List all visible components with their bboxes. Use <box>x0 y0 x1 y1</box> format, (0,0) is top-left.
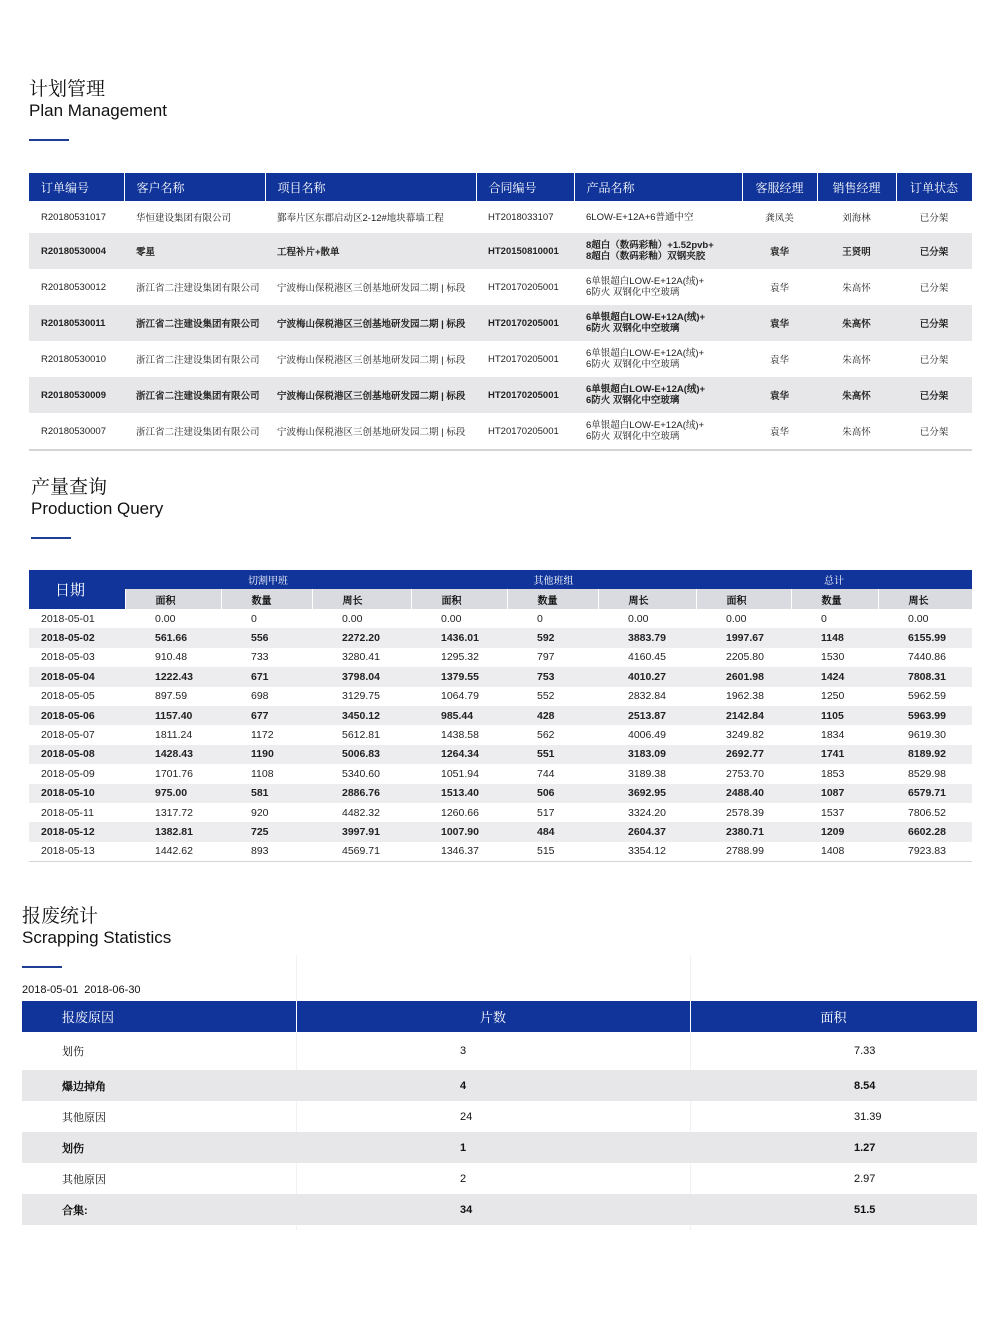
plan-row[interactable] <box>29 201 972 233</box>
scrap-title-en: Scrapping Statistics <box>22 928 172 947</box>
production-cell-cut-area: 1157.40 <box>125 706 221 725</box>
scrap-row[interactable] <box>22 1163 977 1194</box>
production-cell-other-perimeter: 4160.45 <box>628 651 666 664</box>
plan-header-contract[interactable]: 合同编号 <box>476 173 574 201</box>
production-cell-total-qty: 1530 <box>821 651 845 664</box>
scrap-total-row[interactable] <box>22 1194 977 1225</box>
production-cell-date: 2018-05-03 <box>41 651 95 664</box>
production-cell-total-area: 1997.67 <box>696 628 791 647</box>
production-cell-cut-area: 1811.24 <box>155 729 193 742</box>
production-cell-cut-perimeter: 5340.60 <box>342 767 380 780</box>
production-row[interactable] <box>29 628 972 647</box>
production-cell-cut-qty: 581 <box>221 784 312 803</box>
scrap-row[interactable] <box>22 1032 977 1070</box>
production-cell-cut-perimeter: 4482.32 <box>342 806 380 819</box>
scrap-cell-pieces: 34 <box>296 1194 690 1225</box>
product-name-line: 6单银超白LOW-E+12A(绒)+ <box>586 276 705 287</box>
production-cell-cut-area: 561.66 <box>125 628 221 647</box>
production-cell-other-qty: 744 <box>537 767 555 780</box>
production-cell-cut-qty: 556 <box>221 628 312 647</box>
plan-row[interactable] <box>29 269 972 305</box>
customer-name: 零星 <box>124 233 265 269</box>
production-cell-total-area: 2753.70 <box>726 767 764 780</box>
project-name: 宁波梅山保税港区三创基地研发园二期 | 标段 <box>265 377 476 413</box>
production-cell-cut-perimeter: 4569.71 <box>312 842 411 862</box>
plan-header-project[interactable]: 项目名称 <box>265 173 476 201</box>
production-cell-total-perimeter: 7440.86 <box>908 651 946 664</box>
production-cell-other-perimeter: 3189.38 <box>628 767 666 780</box>
production-cell-total-qty: 1408 <box>791 842 878 862</box>
contract-number: HT20170205001 <box>476 305 574 341</box>
production-cell-total-area: 2578.39 <box>726 806 764 819</box>
project-name: 宁波梅山保税港区三创基地研发园二期 | 标段 <box>265 413 476 450</box>
contract-number: HT2018033107 <box>488 211 554 223</box>
scrap-header-row <box>22 1001 977 1032</box>
production-cell-other-perimeter: 0.00 <box>628 612 649 625</box>
production-cell-total-qty: 1424 <box>791 667 878 686</box>
scrap-row[interactable] <box>22 1101 977 1132</box>
production-cell-date: 2018-05-11 <box>41 806 94 819</box>
production-table <box>29 570 972 862</box>
customer-name: 浙江省二注建设集团有限公司 <box>124 305 265 341</box>
production-cell-cut-qty: 893 <box>221 842 312 862</box>
contract-number: HT20170205001 <box>476 413 574 450</box>
service-manager: 袁华 <box>742 233 817 269</box>
production-sub-perimeter[interactable]: 周长 <box>878 589 972 609</box>
production-cell-total-perimeter: 6579.71 <box>878 784 972 803</box>
project-name: 工程补片+散单 <box>265 233 476 269</box>
production-cell-cut-area: 1701.76 <box>155 767 193 780</box>
production-cell-other-perimeter: 2604.37 <box>598 822 696 841</box>
product-name-line: 6单银超白LOW-E+12A(绒)+ <box>586 312 706 323</box>
production-group-cutting-a: 切割甲班 <box>125 570 411 589</box>
production-row[interactable] <box>29 687 972 706</box>
service-manager: 袁华 <box>769 355 789 366</box>
order-status: 已分架 <box>896 377 972 413</box>
production-cell-cut-perimeter: 0.00 <box>342 612 363 625</box>
production-cell-cut-qty: 671 <box>221 667 312 686</box>
production-cell-other-area: 1051.94 <box>441 767 479 780</box>
production-cell-total-perimeter: 5962.59 <box>908 690 946 703</box>
production-cell-other-area: 1007.90 <box>411 822 507 841</box>
production-cell-other-perimeter: 3354.12 <box>598 842 696 862</box>
production-cell-cut-area: 1382.81 <box>125 822 221 841</box>
scrap-cell-pieces: 4 <box>296 1070 690 1101</box>
production-cell-total-area: 1962.38 <box>726 690 764 703</box>
production-title-en: Production Query <box>31 499 164 518</box>
plan-header-status[interactable]: 订单状态 <box>896 173 972 201</box>
production-cell-date: 2018-05-08 <box>29 745 125 764</box>
production-cell-total-qty: 1834 <box>821 729 845 742</box>
plan-title-cn: 计划管理 <box>29 79 106 100</box>
order-status: 已分架 <box>919 213 949 224</box>
order-number: R20180530004 <box>29 233 124 269</box>
scrap-cell-reason: 划伤 <box>22 1132 296 1163</box>
order-number: R20180530012 <box>41 281 106 293</box>
production-cell-total-perimeter: 6155.99 <box>878 628 972 647</box>
production-cell-other-qty: 428 <box>507 706 598 725</box>
plan-header-product[interactable]: 产品名称 <box>574 173 742 201</box>
production-cell-date: 2018-05-04 <box>29 667 125 686</box>
production-cell-other-perimeter: 3883.79 <box>598 628 696 647</box>
plan-header-sales[interactable]: 销售经理 <box>817 173 896 201</box>
production-cell-total-qty: 1853 <box>821 767 845 780</box>
production-cell-other-area: 1264.34 <box>411 745 507 764</box>
production-cell-cut-perimeter: 3798.04 <box>312 667 411 686</box>
production-cell-other-qty: 552 <box>537 690 555 703</box>
production-cell-cut-area: 975.00 <box>125 784 221 803</box>
customer-name: 浙江省二注建设集团有限公司 <box>136 283 260 294</box>
production-cell-other-area: 1260.66 <box>441 806 479 819</box>
production-sub-qty[interactable]: 数量 <box>507 589 598 609</box>
production-cell-date: 2018-05-02 <box>29 628 125 647</box>
production-cell-other-qty: 551 <box>507 745 598 764</box>
production-cell-total-perimeter: 7806.52 <box>908 806 946 819</box>
plan-header-order[interactable]: 订单编号 <box>29 173 124 201</box>
service-manager: 袁华 <box>742 413 817 450</box>
production-cell-total-area: 2788.99 <box>696 842 791 862</box>
customer-name: 浙江省二注建设集团有限公司 <box>124 377 265 413</box>
product-name <box>574 305 742 341</box>
production-cell-total-area: 3249.82 <box>726 729 764 742</box>
scrap-cell-pieces: 24 <box>460 1110 473 1123</box>
production-cell-total-qty: 1537 <box>821 806 845 819</box>
scrap-header-pieces[interactable]: 片数 <box>296 1001 690 1032</box>
order-number: R20180530010 <box>41 353 106 365</box>
production-sub-qty[interactable]: 数量 <box>221 589 312 609</box>
production-group-row <box>29 570 972 589</box>
scrap-header-reason[interactable]: 报废原因 <box>22 1001 296 1032</box>
project-name: 宁波梅山保税港区三创基地研发园二期 | 标段 <box>277 355 466 366</box>
product-name-line: 6防火 双钢化中空玻璃 <box>586 323 680 334</box>
production-cell-other-area: 0.00 <box>441 612 462 625</box>
scrap-header-area[interactable]: 面积 <box>690 1001 977 1032</box>
production-cell-cut-perimeter: 5006.83 <box>312 745 411 764</box>
production-cell-other-perimeter: 4006.49 <box>628 729 666 742</box>
production-cell-other-qty: 484 <box>507 822 598 841</box>
product-name <box>574 269 742 305</box>
contract-number: HT20170205001 <box>476 377 574 413</box>
product-name-line: 6防火 双钢化中空玻璃 <box>586 359 680 370</box>
scrap-date-to[interactable]: 2018-06-30 <box>84 984 141 996</box>
contract-number: HT20150810001 <box>476 233 574 269</box>
project-name: 宁波梅山保税港区三创基地研发园二期 | 标段 <box>277 283 466 294</box>
production-cell-other-area: 1438.58 <box>441 729 479 742</box>
production-cell-cut-area: 1428.43 <box>125 745 221 764</box>
production-cell-other-area: 1064.79 <box>441 690 479 703</box>
production-cell-date: 2018-05-07 <box>41 729 95 742</box>
production-cell-other-area: 1295.32 <box>441 651 479 664</box>
order-status: 已分架 <box>919 355 949 366</box>
production-cell-cut-qty: 733 <box>251 651 269 664</box>
product-name-line: 6单银超白LOW-E+12A(绒)+ <box>586 384 706 395</box>
scrap-cell-pieces: 1 <box>296 1132 690 1163</box>
production-cell-other-qty: 797 <box>537 651 555 664</box>
plan-row[interactable] <box>29 305 972 341</box>
production-cell-cut-qty: 1108 <box>251 767 274 780</box>
sales-manager: 朱高怀 <box>817 377 896 413</box>
production-cell-total-qty: 1148 <box>791 628 878 647</box>
production-cell-other-perimeter: 4010.27 <box>598 667 696 686</box>
production-cell-total-area: 2601.98 <box>696 667 791 686</box>
scrap-table <box>22 1001 978 1225</box>
production-sub-area[interactable]: 面积 <box>125 589 221 609</box>
production-cell-cut-perimeter: 2886.76 <box>312 784 411 803</box>
product-name <box>574 341 742 377</box>
project-name: 宁波梅山保税港区三创基地研发园二期 | 标段 <box>265 305 476 341</box>
production-cell-other-perimeter: 3183.09 <box>598 745 696 764</box>
scrap-row[interactable] <box>22 1132 977 1163</box>
product-name-line: 6防火 双钢化中空玻璃 <box>586 431 680 442</box>
scrap-section-title <box>22 906 171 968</box>
production-cell-other-perimeter: 3324.20 <box>628 806 666 819</box>
customer-name: 华恒建设集团有限公司 <box>136 213 232 224</box>
service-manager: 龚凤美 <box>765 213 794 224</box>
production-subheader-row <box>29 589 972 609</box>
scrap-cell-area: 7.33 <box>854 1045 876 1057</box>
production-sub-perimeter[interactable]: 周长 <box>312 589 411 609</box>
order-status: 已分架 <box>896 305 972 341</box>
production-cell-date: 2018-05-13 <box>29 842 125 862</box>
plan-header-customer[interactable]: 客户名称 <box>124 173 265 201</box>
service-manager: 袁华 <box>742 377 817 413</box>
scrap-date-from[interactable]: 2018-05-01 <box>22 984 79 996</box>
production-sub-perimeter[interactable]: 周长 <box>598 589 696 609</box>
production-cell-total-area: 2488.40 <box>696 784 791 803</box>
production-cell-other-area: 1436.01 <box>411 628 507 647</box>
order-status: 已分架 <box>896 413 972 450</box>
sales-manager: 朱高怀 <box>842 355 871 366</box>
product-name <box>574 413 742 450</box>
production-cell-cut-qty: 920 <box>251 806 269 819</box>
scrap-cell-reason: 其他原因 <box>62 1173 106 1186</box>
order-number: R20180530011 <box>29 305 124 341</box>
sales-manager: 朱高怀 <box>817 413 896 450</box>
scrap-cell-area: 31.39 <box>854 1110 882 1123</box>
production-row[interactable] <box>29 648 972 667</box>
production-cell-total-perimeter: 8529.98 <box>908 767 946 780</box>
production-cell-total-qty: 1250 <box>821 690 845 703</box>
order-number: R20180530009 <box>29 377 124 413</box>
scrap-cell-reason: 合集: <box>22 1194 296 1225</box>
scrap-cell-pieces: 3 <box>460 1045 467 1057</box>
production-cell-cut-perimeter: 3450.12 <box>312 706 411 725</box>
order-number: R20180531017 <box>41 211 106 223</box>
production-cell-other-perimeter: 2513.87 <box>598 706 696 725</box>
production-cell-total-perimeter: 9619.30 <box>908 729 946 742</box>
production-row[interactable] <box>29 745 972 764</box>
product-name-line: 6LOW-E+12A+6普通中空 <box>586 211 694 223</box>
plan-row[interactable] <box>29 233 972 269</box>
customer-name: 浙江省二注建设集团有限公司 <box>136 355 260 366</box>
production-cell-other-area: 1346.37 <box>411 842 507 862</box>
sales-manager: 刘海林 <box>842 213 871 224</box>
production-row[interactable] <box>29 609 972 628</box>
production-cell-cut-qty: 698 <box>251 690 269 703</box>
scrap-cell-area: 2.97 <box>854 1172 876 1185</box>
production-cell-other-area: 1379.55 <box>411 667 507 686</box>
product-name <box>574 201 742 233</box>
production-cell-cut-area: 0.00 <box>155 612 176 625</box>
production-row[interactable] <box>29 706 972 725</box>
production-cell-cut-area: 910.48 <box>155 651 188 664</box>
production-cell-total-qty: 1105 <box>791 706 878 725</box>
production-cell-cut-qty: 677 <box>221 706 312 725</box>
production-cell-total-area: 2380.71 <box>696 822 791 841</box>
production-cell-other-area: 985.44 <box>411 706 507 725</box>
product-name <box>574 377 742 413</box>
production-cell-other-perimeter: 2832.84 <box>628 690 666 703</box>
production-cell-cut-perimeter: 5612.81 <box>342 729 380 742</box>
scrap-row[interactable] <box>22 1070 977 1101</box>
production-row[interactable] <box>29 803 972 822</box>
production-cell-cut-qty: 725 <box>221 822 312 841</box>
production-cell-total-area: 2692.77 <box>696 745 791 764</box>
production-sub-area[interactable]: 面积 <box>411 589 507 609</box>
production-row[interactable] <box>29 822 972 841</box>
production-cell-cut-qty: 1190 <box>221 745 312 764</box>
production-cell-other-perimeter: 3692.95 <box>598 784 696 803</box>
production-cell-total-perimeter: 8189.92 <box>878 745 972 764</box>
plan-header-row <box>29 173 972 201</box>
production-cell-cut-qty: 1172 <box>251 729 274 742</box>
production-cell-cut-area: 1222.43 <box>125 667 221 686</box>
production-row[interactable] <box>29 667 972 686</box>
service-manager: 袁华 <box>769 283 789 294</box>
scrap-cell-area: 1.27 <box>690 1132 977 1163</box>
product-name-line: 6防火 双钢化中空玻璃 <box>586 287 680 298</box>
production-section-title <box>31 477 163 539</box>
production-cell-other-qty: 753 <box>507 667 598 686</box>
scrap-cell-reason: 爆边掉角 <box>22 1070 296 1101</box>
production-cell-total-area: 0.00 <box>726 612 747 625</box>
production-cell-total-area: 2205.80 <box>726 651 764 664</box>
scrap-cell-pieces: 2 <box>460 1172 467 1185</box>
production-row[interactable] <box>29 764 972 783</box>
order-status: 已分架 <box>919 283 949 294</box>
production-cell-other-qty: 515 <box>507 842 598 862</box>
scrap-cell-area: 8.54 <box>690 1070 977 1101</box>
production-cell-total-area: 2142.84 <box>696 706 791 725</box>
production-cell-other-qty: 506 <box>507 784 598 803</box>
plan-row[interactable] <box>29 377 972 413</box>
scrap-cell-reason: 其他原因 <box>62 1111 106 1124</box>
product-name-line: 6单银超白LOW-E+12A(绒)+ <box>586 348 705 359</box>
production-cell-cut-area: 1442.62 <box>125 842 221 862</box>
production-sub-area[interactable]: 面积 <box>696 589 791 609</box>
production-cell-cut-qty: 0 <box>251 612 257 625</box>
product-name <box>574 233 742 269</box>
production-cell-total-perimeter: 7923.83 <box>878 842 972 862</box>
production-cell-date: 2018-05-09 <box>41 767 95 780</box>
contract-number: HT20170205001 <box>488 353 559 365</box>
production-cell-other-qty: 517 <box>537 806 555 819</box>
production-group-total: 总计 <box>696 570 972 589</box>
scrap-title-underline <box>22 966 62 968</box>
sales-manager: 朱高怀 <box>842 283 871 294</box>
production-cell-date: 2018-05-01 <box>41 612 95 625</box>
production-cell-other-qty: 562 <box>537 729 555 742</box>
contract-number: HT20170205001 <box>488 281 559 293</box>
plan-title-en: Plan Management <box>29 101 167 120</box>
plan-row[interactable] <box>29 341 972 377</box>
plan-row[interactable] <box>29 413 972 450</box>
production-sub-qty[interactable]: 数量 <box>791 589 878 609</box>
plan-header-service[interactable]: 客服经理 <box>742 173 817 201</box>
scrap-cell-reason: 划伤 <box>62 1046 84 1058</box>
production-cell-other-qty: 0 <box>537 612 543 625</box>
production-title-underline <box>31 537 71 539</box>
sales-manager: 朱高怀 <box>817 305 896 341</box>
production-cell-total-perimeter: 7808.31 <box>878 667 972 686</box>
scrap-title-cn: 报废统计 <box>22 906 99 927</box>
production-cell-cut-perimeter: 2272.20 <box>312 628 411 647</box>
product-name-line: 8超白（数码彩釉）双钢夹胶 <box>586 251 706 262</box>
product-name-line: 6防火 双钢化中空玻璃 <box>586 395 680 406</box>
production-header-date[interactable]: 日期 <box>29 570 125 609</box>
production-cell-total-qty: 0 <box>821 612 827 625</box>
production-cell-cut-area: 1317.72 <box>155 806 193 819</box>
production-cell-total-perimeter: 5963.99 <box>878 706 972 725</box>
plan-table <box>29 173 973 451</box>
production-cell-other-area: 1513.40 <box>411 784 507 803</box>
order-number: R20180530007 <box>29 413 124 450</box>
production-title-cn: 产量查询 <box>31 477 108 498</box>
project-name: 鄞奉片区东郡启动区2-12#地块幕墙工程 <box>277 213 444 224</box>
order-status: 已分架 <box>896 233 972 269</box>
sales-manager: 王贤明 <box>817 233 896 269</box>
production-cell-date: 2018-05-06 <box>29 706 125 725</box>
service-manager: 袁华 <box>742 305 817 341</box>
plan-section-title <box>29 79 167 141</box>
production-cell-total-qty: 1087 <box>791 784 878 803</box>
product-name-line: 6单银超白LOW-E+12A(绒)+ <box>586 420 705 431</box>
scrap-date-range[interactable] <box>22 984 147 996</box>
production-row[interactable] <box>29 784 972 803</box>
production-cell-cut-perimeter: 3280.41 <box>342 651 380 664</box>
production-cell-other-qty: 592 <box>507 628 598 647</box>
plan-title-underline <box>29 139 69 141</box>
production-cell-total-perimeter: 0.00 <box>908 612 929 625</box>
production-cell-total-perimeter: 6602.28 <box>878 822 972 841</box>
production-cell-cut-perimeter: 3997.91 <box>312 822 411 841</box>
production-cell-total-qty: 1741 <box>791 745 878 764</box>
production-cell-date: 2018-05-05 <box>41 690 95 703</box>
scrap-cell-area: 51.5 <box>690 1194 977 1225</box>
production-cell-date: 2018-05-12 <box>29 822 125 841</box>
production-cell-cut-area: 897.59 <box>155 690 188 703</box>
production-group-other: 其他班组 <box>411 570 696 589</box>
customer-name: 浙江省二注建设集团有限公司 <box>124 413 265 450</box>
product-name-line: 8超白（数码彩釉）+1.52pvb+ <box>586 240 714 251</box>
production-row[interactable] <box>29 842 972 862</box>
production-row[interactable] <box>29 725 972 744</box>
production-cell-date: 2018-05-10 <box>29 784 125 803</box>
production-cell-total-qty: 1209 <box>791 822 878 841</box>
production-cell-cut-perimeter: 3129.75 <box>342 690 380 703</box>
